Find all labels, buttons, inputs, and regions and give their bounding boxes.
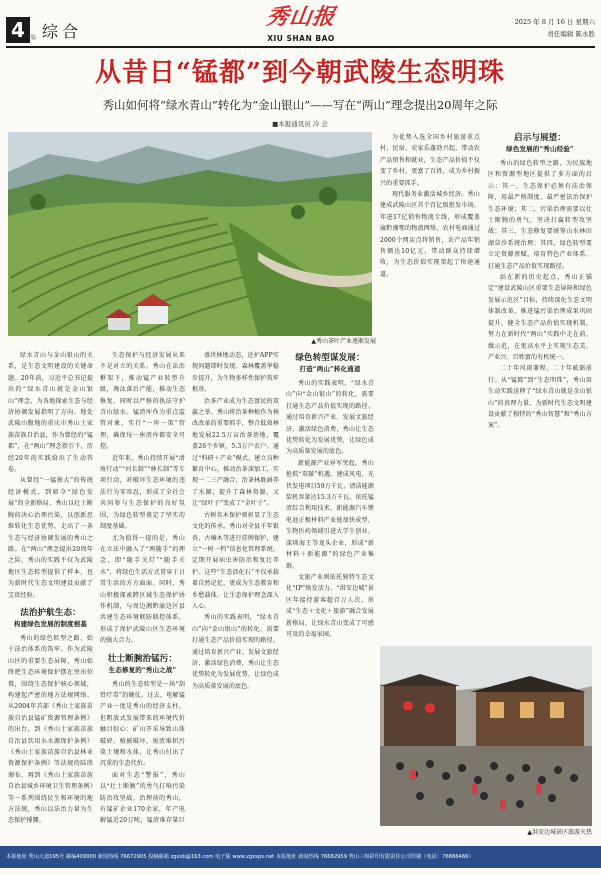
masthead-pinyin: XIU SHAN BAO xyxy=(267,34,335,43)
col2-para-5: 面对生态“警报”，秀山以“壮士断腕”的勇气打响污染防治攻坚战。治理前的秀山，有锰矿企业170余家，年产电解锰近20万吨，锰渣堆存量巨 xyxy=(100,771,185,825)
byline: ■本报通讯员 冷 会 xyxy=(272,120,328,128)
subhead-1-title: 法治护航生态： xyxy=(20,607,81,618)
header-rule xyxy=(6,46,595,48)
col3-para-4: 秀山的实践表明，“绿水青山”向“金山银山”的转化，需要打通生态产品价值实现的路径。通过培育新兴产业、发展文旅经济、激活绿色消费，秀山让生态优势转化为发展优势，让绿色成为高质量发展的底色。 xyxy=(192,614,279,690)
subhead-5-title: 启示与展望： xyxy=(514,133,566,143)
col6-para-3: 秀山的绿色转型之路，为民族地区和资源型地区提供了多方面的启示：其一，生态保护必须有法治保障，用最严格制度、最严密法治保护生态环境；其二，污染治理需要以壮士断腕的勇气，坚决打赢转型攻坚战；其三，生态修复要统筹山水林田湖草沙系统治理；其四，绿色转型要立足资源禀赋，培育特色产业体系，打通生态产品价值实现路径。 xyxy=(488,160,592,270)
subhead-5 xyxy=(488,132,592,154)
col1-para-3: 秀山的绿色转型之路，始于法治体系的筑牢。作为武陵山区的重要生态屏障，秀山始终把生态环境保护摆在突出位置，围绕生态保护核心领域，构建起严密的地方法规网络。从2004年首部《秀山土家族苗族自治县锰矿资源管理条例》的出台，到《秀山土家族苗族自治县饮用水水源保护条例》《秀山土家族苗族自治县林业资源保护条例》等法规的陆续颁布，再到《秀山土家族苗族自治县城乡环境卫生管理条例》等一系列围绕民生和环境的地方法规，秀山以法治力量为生态保护撑腰。 xyxy=(8,634,93,825)
editor-credit: 责任编辑 陈永胜 xyxy=(547,30,595,38)
page-number: 4 xyxy=(11,18,25,42)
col2-para-2: 近年来，秀山持续开展“清废行动”“河长制”“林长制”等专项行动，对破坏生态环境的违法行为零容忍，形成了全社会共同参与生态保护的良好氛围，为绿色转型奠定了坚实的制度基础。 xyxy=(100,454,185,531)
footer-bar xyxy=(0,846,601,868)
column-2 xyxy=(100,350,185,826)
tea-plantation-photo xyxy=(8,132,372,336)
column-1 xyxy=(8,350,93,826)
col3-para-1: 盛世林地动态，还护APP实现问题即时发现。森林覆盖率稳步提升，为生物多样性保护筑牢根基。 xyxy=(192,352,279,394)
col4-para-6: 文旅产业则依托独特生态文化“IP”焕发活力。“洪安边城”景区年接待游客超百万人次，形成“生态＋文化＋旅游”融合发展新格局，让绿水青山变成了可感可及的幸福家园。 xyxy=(286,573,374,638)
column-right-a xyxy=(380,132,480,642)
edition-mark: 版 xyxy=(31,35,37,41)
subhead-1-sub: 构建绿色发展的制度根基 xyxy=(13,619,88,628)
col2-para-1: 生态保护与经济发展从来不是对立的关系。秀山在法治框架下，推动锰产业转型升级，淘汰落后产能，推动生态修复，同时以严格的执法守护青山绿水。锰渣库作为重点监管对象，实行“一库一策”管理，确保每一座渣库都安全可控。 xyxy=(100,352,185,451)
masthead-title: 秀山报 xyxy=(264,4,338,30)
masthead-logo xyxy=(266,2,336,36)
ancient-town-image xyxy=(380,646,592,826)
photo1-caption: ▲秀山茶叶产业逐渐发展 xyxy=(311,338,376,345)
col4-para-5: 新能源产业异军突起。秀山抢抓“双碳”机遇，建成风电、光伏发电项目59万千瓦，清洁能源装机容量达15.3万千瓦。依托锰渣综合利用技术，新能源汽车锂电池正极材料产业链加快成型，生物医药领域引进大学生创业，深圳海王等龙头企业，形成“新材料＋新能源”的绿色产业集群。 xyxy=(286,459,374,570)
footer-text: 本报地址 秀山大道195号 邮编409900 新闻热线 76672905 投稿邮箱 zgxsb@163.com 电子版 www.zgxsps.net 本报地址 新闻热线 76682959 秀山三和彩印有限责任公司印刷（电话：76866466） xyxy=(6,854,474,860)
subhead-2-title: 壮士断腕治锰污： xyxy=(107,653,178,664)
col3-para-3: 古树名木保护则彰显了生态文化的传承。秀山对全县千年银杏、古楠木等进行挂牌保护，建立“一树一档”信息化管理系统，定期开展病虫害防治和复壮养护。这些“生态活化石”不仅承载着自然记忆，更成为生态教育和乡愁载体，让生态保护理念深入人心。 xyxy=(192,511,279,610)
issue-date: 2025 年 8 月 16 日 星期六 xyxy=(514,18,595,26)
section-name: 综合 xyxy=(42,22,83,41)
column-right-b xyxy=(488,132,592,642)
page-number-badge xyxy=(6,17,30,43)
col2-para-4: 秀山的生态转型是一场“刮骨疗毒”的硬仗。过去，电解锰产业一度是秀山的经济支柱，但粗放式发展带来的环境代价触目惊心：矿山开采导致山体破碎、植被破坏，废渣堆积污染土壤和水体，让秀山付出了沉重的生态代价。 xyxy=(100,680,185,768)
col2-para-3: 尤为值得一提的是，秀山在立法中融入了“两随手”的理念，即“随手关灯”“随手关水”，将绿色生活方式贯穿于日常生活的方方面面。同时，秀山积极探索跨区域生态保护协作机制，与周边湘黔渝边区县共建生态环境联防联控体系，形成了保护武陵山区生态环境的强大合力。 xyxy=(100,534,185,645)
subhead-5-sub: 绿色发展的“秀山经验” xyxy=(506,145,574,153)
col3-para-2: 治茶产业成为生态富民的双赢之举。秀山将治茶种植作为林改改革的重要抓手，整合低效林地发展22.5万亩治茶基地，覆盖26个乡镇、5.3万户农户。通过“科研＋产业”模式，建立良种繁育中心，推动治茶深加工，实现一二三产融合，治茶林既涵养了水源，提升了森林资源，又让“绿叶子”变成了“金叶子”。 xyxy=(192,397,279,508)
col5-para-1: 为优势入选全国乡村旅游重点村，民宿、农家乐蓬勃兴起，带动农产品销售和就业，生态产品价值不仅变了乡村，更富了百姓，成为乡村振兴的重要抓手。 xyxy=(380,134,480,187)
col6-para-4: 站在新的历史起点，秀山正锚定“建设武陵山区重要生态屏障和绿色发展示范区”目标，持续深化生态文明体制改革，推进锰污染治理成果巩固提升，健全生态产品价值实现机制，努力在新时代“两山”实践中走在前、做示范，在更高水平上实现生态美、产业兴、百姓富的有机统一。 xyxy=(488,274,592,361)
column-3 xyxy=(192,350,279,826)
main-headline: 从昔日“锰都”到今朝武陵生态明珠 xyxy=(95,58,505,88)
sub-headline: 秀山如何将“绿水青山”转化为“金山银山”——写在“两山”理念提出20周年之际 xyxy=(102,98,498,112)
col1-para-2: 从曾经“一锰独大”的传统经济模式，到如今“绿色发展”的全新格局，秀山以壮士断腕的决心治理污染，以创新思维转化生态优势，走出了一条生态与经济协调发展的秀山之路。在“两山”理念提出20周年之际，秀山的实践不仅为武陵地区生态转型提供了样本，也为新时代生态文明建设贡献了宝贵经验。 xyxy=(8,477,93,599)
tea-plantation-image xyxy=(8,132,372,336)
subhead-4-title: 绿色转型谋发展： xyxy=(295,353,365,363)
photo2-caption: ▲洪安边城景区旅游火热 xyxy=(527,829,592,836)
column-4 xyxy=(286,350,374,826)
ancient-town-photo xyxy=(380,646,592,826)
subhead-2 xyxy=(100,653,185,675)
col4-para-4: 秀山的实践表明，“绿水青山”向“金山银山”的转化，需要打通生态产品价值实现的路径。通过培育新兴产业、发展文旅经济、激活绿色消费，秀山让生态优势转化为发展优势，让绿色成为高质量发展的底色。 xyxy=(286,380,374,456)
subhead-2-sub: 生态修复的“秀山之战” xyxy=(108,665,177,674)
subhead-4 xyxy=(286,352,374,374)
subhead-4-sub: 打造“两山”转化通道 xyxy=(299,365,361,373)
subhead-1 xyxy=(8,607,93,629)
col5-para-2: 现代服务业激活城乡经济。秀山建成武陵山区首个百亿级批发市场，年进17亿销售物流专线，形成覆盖渝黔湘鄂的物流网络。农村电商通过2000个网店点将销售，农产品年销售额达10亿元，带动群众持续增收，为生态价值实现架起了快速通道。 xyxy=(380,191,480,278)
col1-para-1: 绿水青山与金山银山的关系，是生态文明建设的关键命题。20年前，习近平总书记提出的“绿水青山就是金山银山”理念，为各地探索生态与经济协调发展指明了方向。地处武陵山腹地的重庆市秀山土家族苗族自治县，作为曾经的“锰都”，在“两山”理念指引下，历经20年的实践给出了生动答卷。 xyxy=(8,352,93,474)
col6-para-5: 二十年风雨兼程，二十年砥砺前行。从“锰都”到“生态明珠”，秀山用生动实践诠释了“绿水青山就是金山银山”的真理力量，为新时代生态文明建设贡献了独特的“秀山智慧”和“秀山方案”。 xyxy=(488,365,592,430)
